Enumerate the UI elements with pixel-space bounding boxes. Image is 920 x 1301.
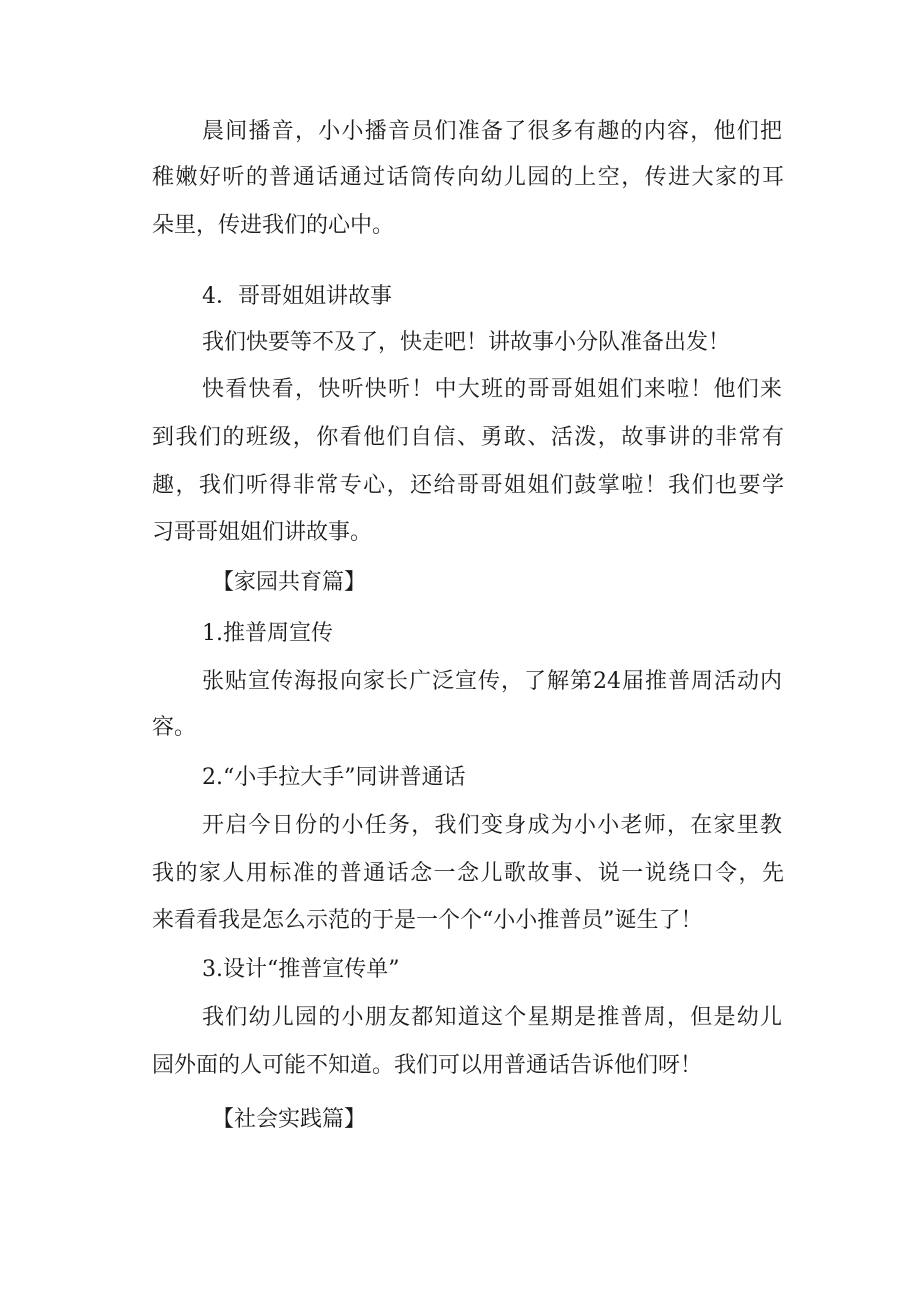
para3-line-4: 习哥哥姐姐们讲故事。 bbox=[152, 520, 373, 545]
section-home-title: 【家园共育篇】 bbox=[212, 570, 367, 595]
item3-text-line-1: 我们幼儿园的小朋友都知道这个星期是推普周，但是幼儿 bbox=[202, 1005, 782, 1030]
item2-text-line-1: 开启今日份的小任务，我们变身成为小小老师，在家里教 bbox=[202, 813, 782, 838]
item1-title: 1.推普周宣传 bbox=[202, 621, 333, 646]
para1-line-2: 稚嫩好听的普通话通过话筒传向幼儿园的上空，传进大家的耳 bbox=[152, 165, 784, 190]
section-heading-4: 4．哥哥姐姐讲故事 bbox=[202, 284, 392, 309]
para1-line-3: 朵里，传进我们的心中。 bbox=[152, 213, 395, 238]
section-social-title: 【社会实践篇】 bbox=[212, 1107, 367, 1132]
item2-text-line-2: 我的家人用标准的普通话念一念儿歌故事、说一说绕口令，先 bbox=[152, 861, 784, 886]
item2-title: 2.“小手拉大手”同讲普通话 bbox=[202, 765, 466, 790]
item2-text-line-3: 来看看我是怎么示范的于是一个个“小小推普员”诞生了！ bbox=[152, 908, 703, 933]
item1-text-line-2: 容。 bbox=[152, 715, 197, 740]
para3-line-2: 到我们的班级，你看他们自信、勇敢、活泼，故事讲的非常有 bbox=[152, 425, 784, 450]
para3-line-3: 趣，我们听得非常专心，还给哥哥姐姐们鼓掌啦！我们也要学 bbox=[152, 473, 784, 498]
para1-line-1: 晨间播音，小小播音员们准备了很多有趣的内容，他们把 bbox=[202, 119, 782, 144]
item3-text-line-2: 园外面的人可能不知道。我们可以用普通话告诉他们呀！ bbox=[152, 1053, 703, 1078]
para2: 我们快要等不及了，快走吧！讲故事小分队准备出发！ bbox=[202, 330, 731, 355]
para3-line-1: 快看快看，快听快听！中大班的哥哥姐姐们来啦！他们来 bbox=[202, 377, 782, 402]
item3-title: 3.设计“推普宣传单” bbox=[202, 957, 400, 982]
item1-text-line-1: 张贴宣传海报向家长广泛宣传，了解第24届推普周活动内 bbox=[202, 669, 782, 694]
